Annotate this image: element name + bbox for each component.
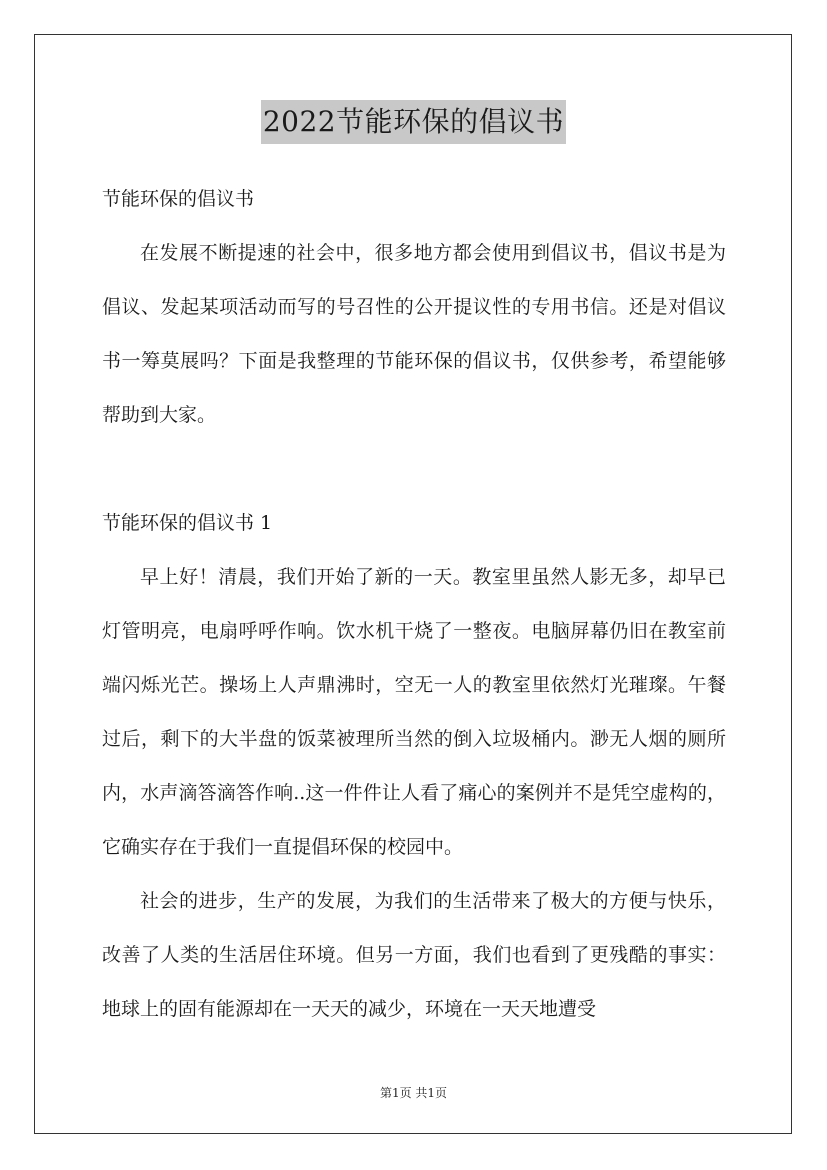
paragraph-spacer [102,442,726,496]
section-paragraph-2: 社会的进步，生产的发展，为我们的生活带来了极大的方便与快乐，改善了人类的生活居住环境。但另一方面，我们也看到了更残酷的事实：地球上的固有能源却在一天天的减少，环境在一天天地遭受 [102,890,726,1020]
section-paragraph-1: 早上好！清晨，我们开始了新的一天。教室里虽然人影无多，却早已灯管明亮，电扇呼呼作响。饮水机干烧了一整夜。电脑屏幕仍旧在教室前端闪烁光芒。操场上人声鼎沸时，空无一人的教室里依然灯光璀璨。午餐过后，剩下的大半盘的饭菜被理所当然的倒入垃圾桶内。渺无人烟的厕所内，水声滴答滴答作响..这一件件让人看了痛心的案例并不是凭空虚构的，它确实存在于我们一直提倡环保的校园中。 [102,566,726,858]
document-title-text: 2022节能环保的倡议书 [261,100,566,144]
section-heading: 节能环保的倡议书 1 [102,512,273,534]
page-footer: 第1页 共1页 [379,1086,448,1100]
document-title [0,100,827,144]
intro-heading: 节能环保的倡议书 [102,188,255,210]
intro-paragraph: 在发展不断提速的社会中，很多地方都会使用到倡议书，倡议书是为倡议、发起某项活动而写的号召性的公开提议性的专用书信。还是对倡议书一筹莫展吗？下面是我整理的节能环保的倡议书，仅供参考，希望能够帮助到大家。 [102,242,726,426]
document-body [102,172,726,1036]
